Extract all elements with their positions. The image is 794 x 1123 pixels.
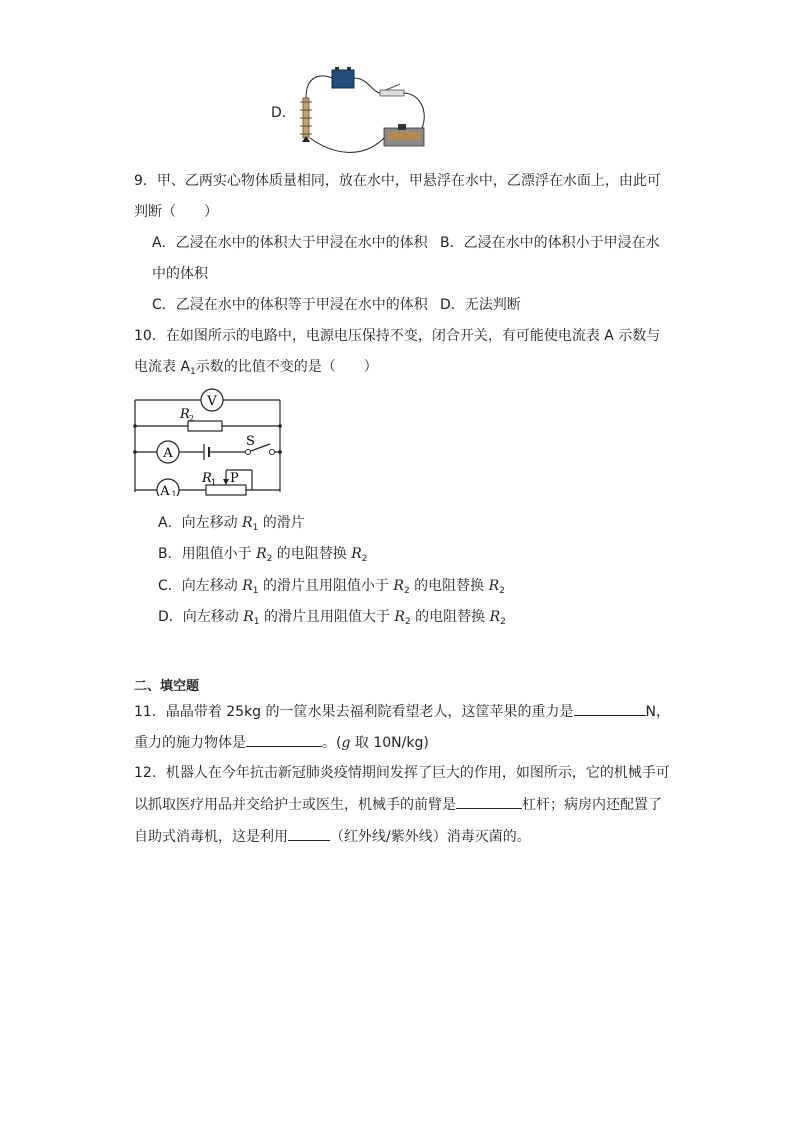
- section-title: 二、填空题: [134, 679, 200, 694]
- q12-line1: 12．机器人在今年抗击新冠肺炎疫情期间发挥了巨大的作用，如图所示，它的机械手可: [134, 765, 670, 781]
- r2-sub: 2: [189, 414, 195, 423]
- q10-option-d: D．向左移动 $R_1$ 的滑片且用阻值大于 $R_2$ 的电阻替换 $R_2$: [158, 609, 506, 627]
- q10-stem-line1: 10．在如图所示的电路中，电源电压保持不变，闭合开关，有可能使电流表 A 示数与: [134, 328, 661, 344]
- knife-switch-icon: [380, 90, 404, 96]
- q9-option-a: A．乙浸在水中的体积大于甲浸在水中的体积: [152, 235, 428, 251]
- slider-p-label: P: [230, 471, 239, 486]
- q12-line2: 以抓取医疗用品并交给护士或医生，机械手的前臂是 杠杆；病房内还配置了: [134, 794, 662, 815]
- q12-line3: 自助式消毒机，这是利用 （红外线/紫外线）消毒灭菌的。: [134, 826, 531, 847]
- q12-blank-lever[interactable]: [456, 794, 522, 809]
- ammeter-a1-label: A: [160, 484, 170, 496]
- q9-option-b-line2: 中的体积: [152, 266, 208, 282]
- q10-option-b: B．用阻值小于 $R_2$ 的电阻替换 $R_2$: [158, 546, 368, 564]
- voltmeter-label: V: [207, 394, 217, 409]
- r1-sub: 1: [211, 478, 217, 487]
- switch-contact-icon: [270, 450, 275, 455]
- ammeter-a1-sub: 1: [171, 490, 177, 496]
- q11-blank-gravity[interactable]: [574, 701, 646, 716]
- q8-apparatus-figure: [292, 64, 432, 158]
- q9-option-c: C．乙浸在水中的体积等于甲浸在水中的体积: [152, 297, 428, 313]
- q11-line1: 11．晶晶带着 25kg 的一筐水果去福利院看望老人，这筐苹果的重力是 N，: [134, 701, 670, 722]
- q9-stem-line2: 判断（ ）: [134, 204, 218, 220]
- switch-s-label: S: [246, 434, 255, 449]
- q8-option-d-label: D.: [271, 105, 287, 121]
- q11-blank-force-source[interactable]: [246, 732, 322, 747]
- q10-option-a: A．向左移动 $R_1$ 的滑片: [158, 515, 305, 533]
- q9-option-b-line1: B．乙浸在水中的体积小于甲浸在水: [440, 235, 660, 251]
- q10-circuit-diagram: [130, 388, 286, 496]
- q11-line2: 重力的施力物体是 。(g 取 10N/kg): [134, 732, 429, 753]
- q10-option-c: C．向左移动 $R_1$ 的滑片且用阻值小于 $R_2$ 的电阻替换 $R_2$: [158, 578, 505, 596]
- q10-stem-line2: 电流表 $A_1$示数的比值不变的是（ ）: [134, 359, 378, 377]
- q12-blank-ray[interactable]: [288, 826, 330, 841]
- q9-option-d: D．无法判断: [440, 297, 521, 313]
- q9-stem-line1: 9．甲、乙两实心物体质量相同，放在水中，甲悬浮在水中，乙漂浮在水面上，由此可: [134, 173, 661, 189]
- ammeter-a-label: A: [163, 446, 173, 461]
- r2-label: R: [180, 407, 190, 422]
- battery-box-icon: [332, 70, 354, 88]
- r1-label: R: [202, 471, 212, 486]
